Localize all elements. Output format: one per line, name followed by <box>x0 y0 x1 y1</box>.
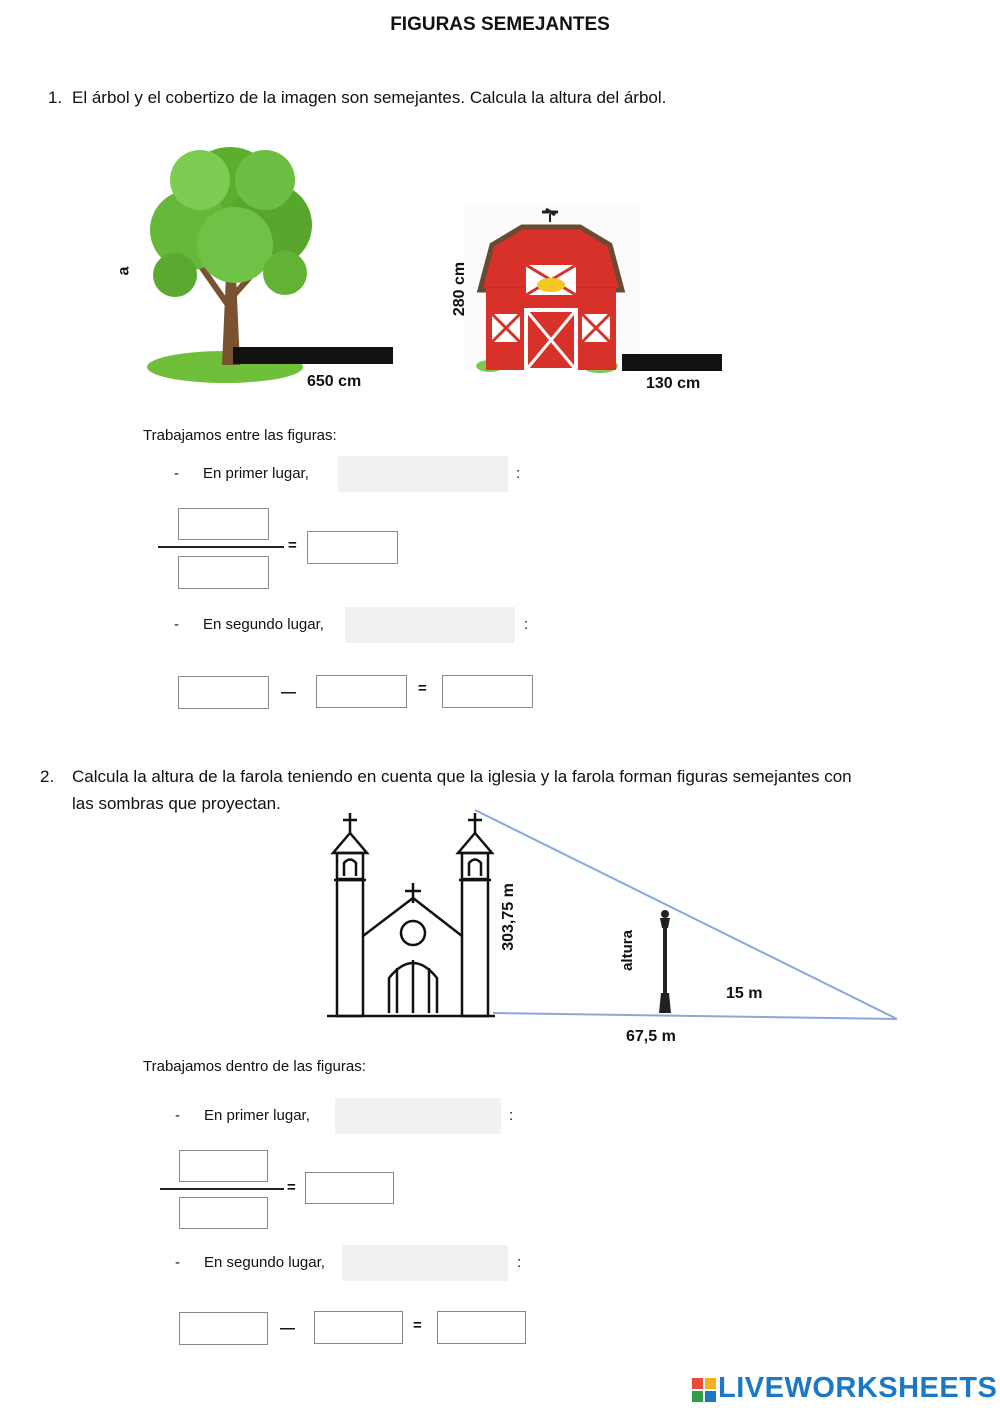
q2-minus: — <box>280 1320 295 1337</box>
q1-step1-dash: - <box>174 465 179 482</box>
page-title: FIGURAS SEMEJANTES <box>390 14 610 35</box>
lamp-shadow-label: 15 m <box>726 985 763 1002</box>
brand-name: LIVEWORKSHEETS <box>718 1372 998 1404</box>
q2-step1-label: En primer lugar, <box>204 1107 310 1124</box>
q2-step2-dash: - <box>175 1254 180 1271</box>
q2-operand1-input[interactable] <box>179 1312 268 1345</box>
q1-step2-colon: : <box>524 616 529 633</box>
q2-operand2-input[interactable] <box>314 1311 403 1344</box>
q1-step1-colon: : <box>516 465 521 482</box>
q2-step2-colon: : <box>517 1254 522 1271</box>
q2-number: 2. <box>40 767 55 786</box>
q2-step1-colon: : <box>509 1107 514 1124</box>
q2-text-line1: Calcula la altura de la farola teniendo en cuenta que la iglesia y la farola forman figuras semejantes con <box>72 767 852 786</box>
q1-step1-label: En primer lugar, <box>203 465 309 482</box>
q1-ratio-result-input[interactable] <box>307 531 398 564</box>
q2-fraction-bar <box>160 1188 284 1190</box>
q1-step2-select[interactable] <box>345 607 515 643</box>
q2-denominator-input[interactable] <box>179 1197 268 1229</box>
church-shadow-label: 67,5 m <box>626 1028 676 1045</box>
q1-operand2-input[interactable] <box>316 675 407 708</box>
barn-illustration <box>462 200 727 375</box>
liveworksheets-logo-icon <box>692 1378 716 1402</box>
q1-minus: — <box>281 684 296 701</box>
q1-number: 1. <box>48 88 63 107</box>
church-lamp-illustration <box>325 808 905 1028</box>
q2-equals-1: = <box>287 1179 296 1196</box>
q2-text-line2: las sombras que proyectan. <box>72 794 281 813</box>
q1-operand1-input[interactable] <box>178 676 269 709</box>
q1-step2-dash: - <box>174 616 179 633</box>
q2-intro: Trabajamos dentro de las figuras: <box>143 1058 366 1075</box>
q1-equals-2: = <box>418 680 427 697</box>
tree-height-label: a <box>115 266 133 276</box>
lamp-height-label: altura <box>618 930 636 971</box>
q2-step2-select[interactable] <box>342 1245 508 1281</box>
q2-final-result-input[interactable] <box>437 1311 526 1344</box>
q1-intro: Trabajamos entre las figuras: <box>143 427 337 444</box>
barn-shadow-label: 130 cm <box>646 375 701 392</box>
q2-step1-dash: - <box>175 1107 180 1124</box>
q1-numerator-input[interactable] <box>178 508 269 540</box>
q1-equals-1: = <box>288 537 297 554</box>
q1-step1-select[interactable] <box>338 456 508 492</box>
barn-height-label: 280 cm <box>451 261 469 317</box>
q2-equals-2: = <box>413 1317 422 1334</box>
q2-step1-select[interactable] <box>335 1098 501 1134</box>
q1-final-result-input[interactable] <box>442 675 533 708</box>
q2-step2-label: En segundo lugar, <box>204 1254 325 1271</box>
tree-illustration <box>140 125 400 390</box>
q1-fraction-bar <box>158 546 284 548</box>
q1-step2-label: En segundo lugar, <box>203 616 324 633</box>
tree-shadow-label: 650 cm <box>307 373 362 390</box>
q1-text: El árbol y el cobertizo de la imagen son semejantes. Calcula la altura del árbol. <box>72 88 667 107</box>
q1-denominator-input[interactable] <box>178 556 269 589</box>
q2-numerator-input[interactable] <box>179 1150 268 1182</box>
church-height-label: 303,75 m <box>499 883 517 951</box>
q2-ratio-result-input[interactable] <box>305 1172 394 1204</box>
